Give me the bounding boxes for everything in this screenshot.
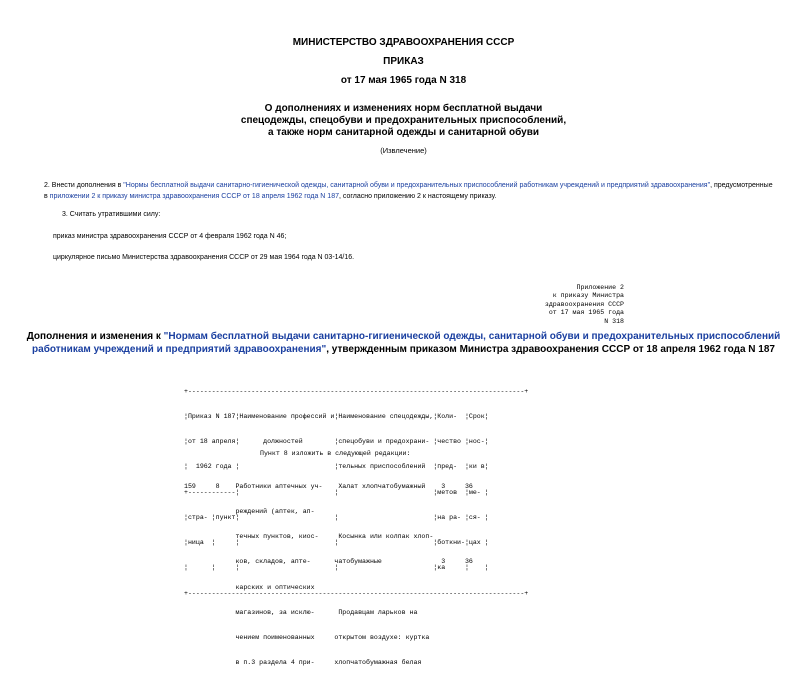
appendix-line: Приложение 2 bbox=[576, 284, 624, 291]
table-header-row: ¦ ¦ ¦ ¦ ¦ка ¦ ¦ bbox=[184, 564, 489, 572]
document-title-line2: спецодежды, спецобуви и предохранительных приспособлений, bbox=[240, 115, 567, 126]
table-note: Пункт 8 изложить в следующей редакции: bbox=[260, 450, 411, 457]
extract-label: (Извлечение) bbox=[380, 146, 427, 155]
document-title-line3: а также норм санитарной одежды и санитарной обуви bbox=[268, 127, 539, 138]
appendix-line: от 17 мая 1965 года bbox=[548, 309, 624, 317]
appendix-heading bbox=[20, 330, 787, 356]
table-row: в п.3 раздела 4 при- хлопчатобумажная белая bbox=[184, 659, 422, 667]
table-header-row: +------------¦ ¦ ¦метов ¦ме- ¦ bbox=[184, 488, 489, 496]
table-row: карских и оптических bbox=[184, 583, 315, 591]
table-header-row: ¦стра- ¦пункт¦ ¦ ¦на ра- ¦ся- ¦ bbox=[184, 513, 489, 521]
appendix-line: здравоохранения СССР bbox=[544, 300, 624, 308]
table-header-row: +-------------------------------------------------------------------------------------+ bbox=[184, 387, 529, 395]
document-title-line1: О дополнениях и изменениях норм бесплатной выдачи bbox=[264, 103, 543, 114]
table-row: ков, складов, апте- чатобумажные 3 36 bbox=[184, 558, 473, 566]
appendix-block bbox=[520, 284, 624, 326]
table-header-row: +-------------------------------------------------------------------------------------+ bbox=[184, 589, 529, 597]
paragraph-5: циркулярное письмо Министерства здравоохранения СССР от 29 мая 1964 года N 03-14/16. bbox=[53, 254, 355, 261]
table-row: реждений (аптек, ап- bbox=[184, 508, 315, 516]
appendix-heading-prefix: Дополнения и изменения к bbox=[26, 331, 164, 342]
norms-heading-link[interactable]: "Нормам бесплатной выдачи санитарно-гигиенической одежды, санитарной обуви и предохранительных приспособлений работникам учреждений и предприятий здравоохранения" bbox=[32, 331, 781, 355]
ministry-title: МИНИСТЕРСТВО ЗДРАВООХРАНЕНИЯ СССР bbox=[292, 37, 515, 48]
table-header-row: ¦Приказ N 187¦Наименование профессий и¦Наименование спецодежды,¦Коли- ¦Срок¦ bbox=[184, 413, 489, 421]
table-row: магазинов, за исклю- Продавцам ларьков на bbox=[184, 608, 418, 616]
appendix-2-link[interactable]: приложении 2 к приказу министра здравоохранения СССР от 18 апреля 1962 года N 187 bbox=[49, 193, 339, 200]
table-header-row: ¦ница ¦ ¦ ¦ ¦боткни-¦цах ¦ bbox=[184, 539, 489, 547]
paragraph-3: 3. Считать утратившими силу: bbox=[62, 211, 161, 218]
norms-link[interactable]: "Нормы бесплатной выдачи санитарно-гигиенической одежды, санитарной обуви и предохранительных приспособлений работникам учреждений и предприятий здравоохранения" bbox=[123, 182, 711, 189]
table-header-row: ¦от 18 апреля¦ должностей ¦спецобуви и предохрани- ¦чество ¦нос-¦ bbox=[184, 438, 489, 446]
order-title: ПРИКАЗ bbox=[383, 56, 424, 67]
paragraph-4: приказ министра здравоохранения СССР от 4 февраля 1962 года N 46; bbox=[53, 233, 287, 240]
paragraph-2-prefix: 2. Внести дополнения в bbox=[44, 182, 124, 189]
appendix-heading-suffix: , утвержденным приказом Министра здравоохранения СССР от 18 апреля 1962 года N 187 bbox=[326, 344, 775, 355]
paragraph-2-mid: , предусмотренные в bbox=[44, 182, 773, 200]
paragraph-2-suffix: , согласно приложению 2 к настоящему приказу. bbox=[338, 193, 497, 200]
table-row: 159 8 Работники аптечных уч- Халат хлопчатобумажный 3 36 bbox=[184, 482, 473, 490]
table-row: чением поименованных открытом воздухе: куртка bbox=[184, 634, 430, 642]
appendix-line: N 318 bbox=[604, 317, 624, 325]
paragraph-2 bbox=[44, 180, 774, 202]
appendix-line: к приказу Министра bbox=[552, 292, 624, 300]
table-body bbox=[184, 466, 473, 676]
table-header-row: ¦ 1962 года ¦ ¦тельных приспособлений ¦пред- ¦ки в¦ bbox=[184, 463, 489, 471]
order-date: от 17 мая 1965 года N 318 bbox=[340, 75, 467, 86]
table-row: течных пунктов, киос- Косынка или колпак хлоп- bbox=[184, 533, 434, 541]
